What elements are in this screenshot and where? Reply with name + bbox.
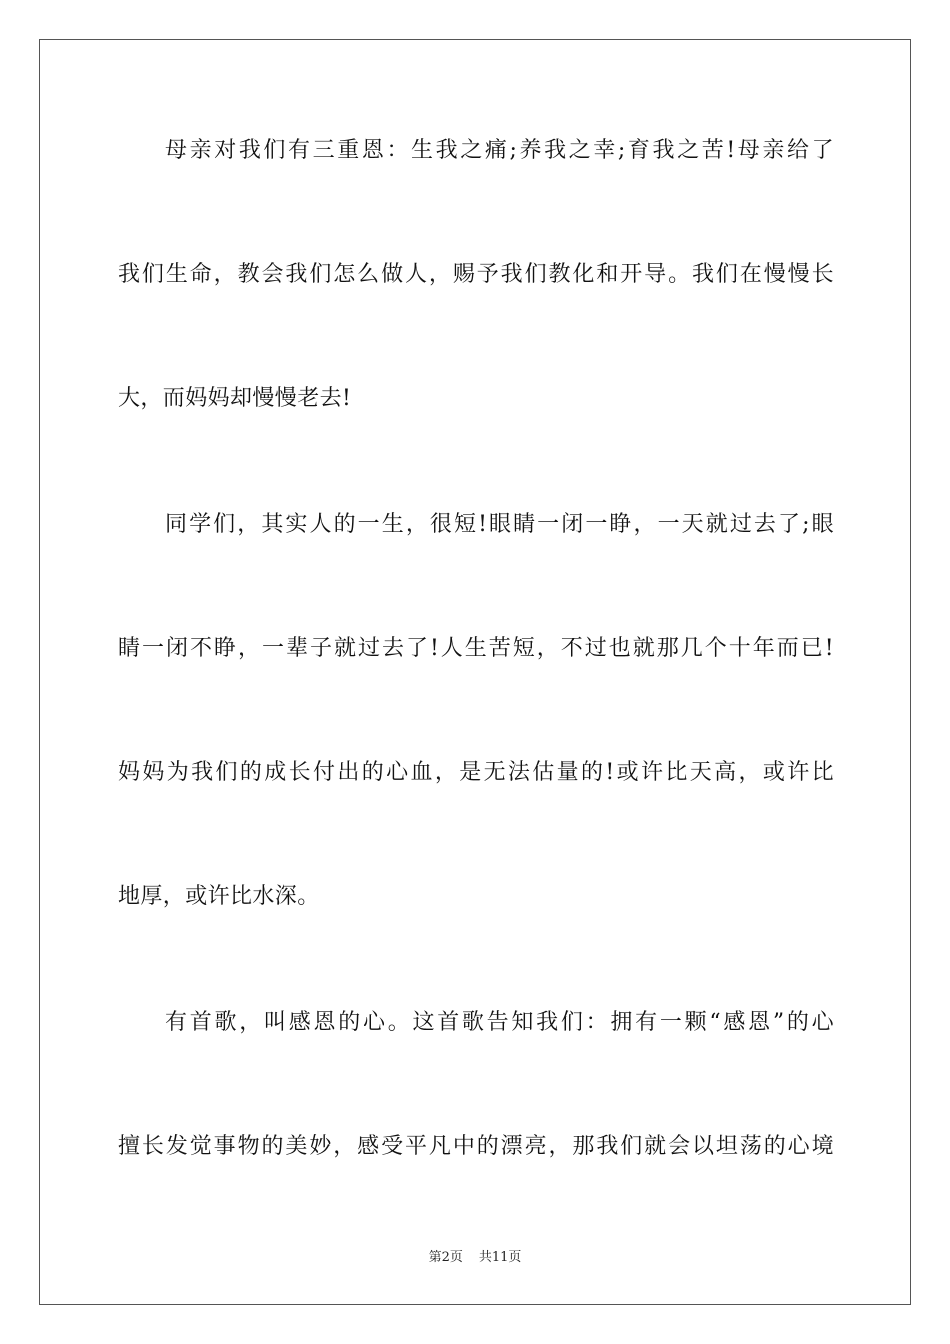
paragraph-1-line-1: 母亲对我们有三重恩：生我之痛;养我之幸;育我之苦!母亲给了 xyxy=(165,138,834,163)
paragraph-3-line-2: 擅长发觉事物的美妙，感受平凡中的漂亮，那我们就会以坦荡的心境 xyxy=(118,1134,834,1159)
page-footer xyxy=(0,1249,950,1267)
page-border xyxy=(39,39,911,1305)
paragraph-2-line-1: 同学们，其实人的一生，很短!眼睛一闭一睁，一天就过去了;眼 xyxy=(165,512,834,537)
paragraph-3-line-1: 有首歌，叫感恩的心。这首歌告知我们：拥有一颗“感恩”的心 xyxy=(165,1010,834,1035)
page-number: 第2页 xyxy=(428,1250,463,1265)
paragraph-2-line-2: 睛一闭不睁，一辈子就过去了!人生苦短，不过也就那几个十年而已! xyxy=(118,636,834,661)
paragraph-1-line-2: 我们生命，教会我们怎么做人，赐予我们教化和开导。我们在慢慢长 xyxy=(118,262,834,287)
paragraph-2-line-4: 地厚，或许比水深。 xyxy=(118,884,320,909)
paragraph-2-line-3: 妈妈为我们的成长付出的心血，是无法估量的!或许比天高，或许比 xyxy=(118,760,834,785)
page-total: 共11页 xyxy=(478,1250,522,1265)
paragraph-1-line-3: 大，而妈妈却慢慢老去! xyxy=(118,386,352,411)
